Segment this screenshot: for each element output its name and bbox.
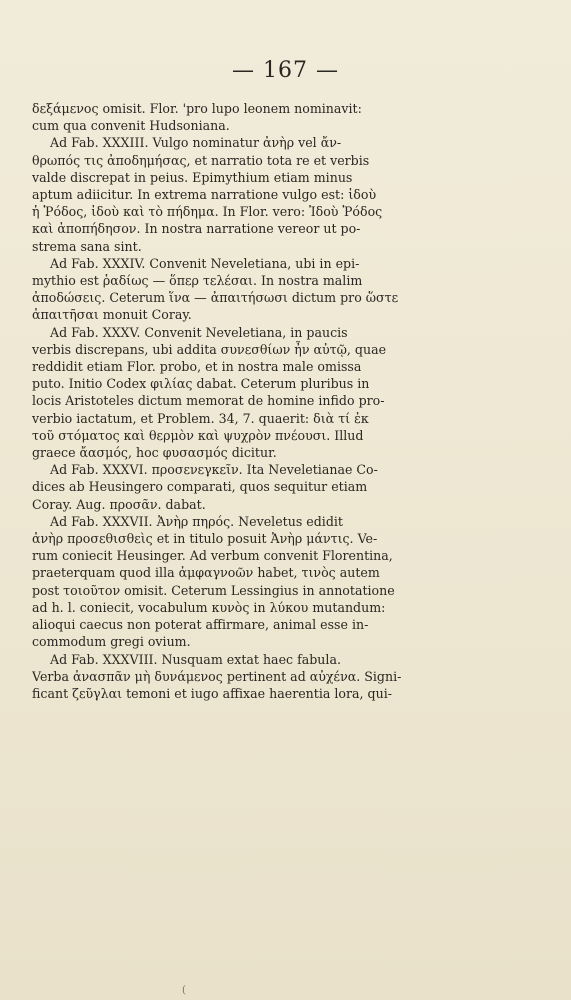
text-line: rum coniecit Heusinger. Ad verbum convenit Florentina, xyxy=(32,548,393,564)
text-line: Ad Fab. XXXV. Convenit Neveletiana, in paucis xyxy=(50,324,348,340)
text-line: graece ἄασμός, hoc φυσασμός dicitur. xyxy=(32,445,277,461)
text-line: Coray. Aug. προσᾶν. dabat. xyxy=(32,496,206,512)
text-line: δεξάμενος omisit. Flor. 'pro lupo leonem nominavit: xyxy=(32,101,362,116)
text-line: strema sana sint. xyxy=(32,238,142,254)
text-body xyxy=(32,100,543,702)
text-line: ad h. l. coniecit, vocabulum κυνὸς in λύκου mutandum: xyxy=(32,599,386,615)
text-line: reddidit etiam Flor. probo, et in nostra male omissa xyxy=(32,359,362,375)
text-line: θρωπός τις ἀποδημήσας, et narratio tota re et verbis xyxy=(32,152,370,168)
text-line: Ad Fab. XXXIII. Vulgo nominatur ἀνὴρ vel ἄν- xyxy=(50,135,342,151)
text-line: dices ab Heusingero comparati, quos sequitur etiam xyxy=(32,479,368,495)
text-line: Verba ἀνασπᾶν μὴ δυνάμενος pertinent ad αὐχένα. Signi- xyxy=(32,668,402,684)
text-line: Ad Fab. XXXVII. Ἀνὴρ πηρός. Neveletus edidit xyxy=(50,513,343,529)
text-line: verbio iactatum, et Problem. 34, 7. quaerit: διὰ τί ἐκ xyxy=(32,410,369,426)
text-line: Ad Fab. XXXIV. Convenit Neveletiana, ubi in epi- xyxy=(50,255,360,271)
text-line: Ad Fab. XXXVIII. Nusquam extat haec fabula. xyxy=(50,651,341,667)
text-line: post τοιοῦτον omisit. Ceterum Lessingius in annotatione xyxy=(32,582,395,598)
text-line: ficant ζεῦγλαι temoni et iugo affixae haerentia lora, qui- xyxy=(32,685,392,701)
text-line: valde discrepat in peius. Epimythium etiam minus xyxy=(32,169,353,185)
text-line: mythio est ῥαδίως — ὅπερ τελέσαι. In nostra malim xyxy=(32,273,363,289)
text-line: alioqui caecus non poterat affirmare, animal esse in- xyxy=(32,617,369,633)
text-line: cum qua convenit Hudsoniana. xyxy=(32,118,230,134)
text-line: ἀπαιτῆσαι monuit Coray. xyxy=(32,307,192,323)
text-line: Ad Fab. XXXVI. προσενεγκεῖν. Ita Neveletianae Co- xyxy=(50,462,378,478)
text-line: verbis discrepans, ubi addita συνεσθίων ἦν αὐτῷ, quae xyxy=(32,341,387,357)
footer-mark: ( xyxy=(182,985,186,996)
text-line: commodum gregi ovium. xyxy=(32,634,191,650)
text-line: locis Aristoteles dictum memorat de homine infido pro- xyxy=(32,393,385,409)
text-line: aptum adiicitur. In extrema narratione vulgo est: ἰδοὺ xyxy=(32,187,377,203)
text-line: ἡ Ῥόδος, ἰδοὺ καὶ τὸ πήδημα. In Flor. vero: Ἰδοὺ Ῥόδος xyxy=(32,204,383,220)
text-line: ἀνὴρ προσεθισθεὶς et in titulo posuit Ἀνὴρ μάντις. Ve- xyxy=(32,531,378,547)
text-line: τοῦ στόματος καὶ θερμὸν καὶ ψυχρὸν πνέουσι. Illud xyxy=(32,427,364,443)
text-line: puto. Initio Codex φιλίας dabat. Ceterum pluribus in xyxy=(32,376,370,392)
text-line: praeterquam quod illa ἀμφαγνοῶν habet, τινὸς autem xyxy=(32,565,380,581)
text-line: καὶ ἀποπήδησον. In nostra narratione vereor ut po- xyxy=(32,221,361,237)
text-line: ἀποδώσεις. Ceterum ἵνα — ἀπαιτήσωσι dictum pro ὥστε xyxy=(32,290,399,306)
page-number: — 167 — xyxy=(232,58,339,83)
